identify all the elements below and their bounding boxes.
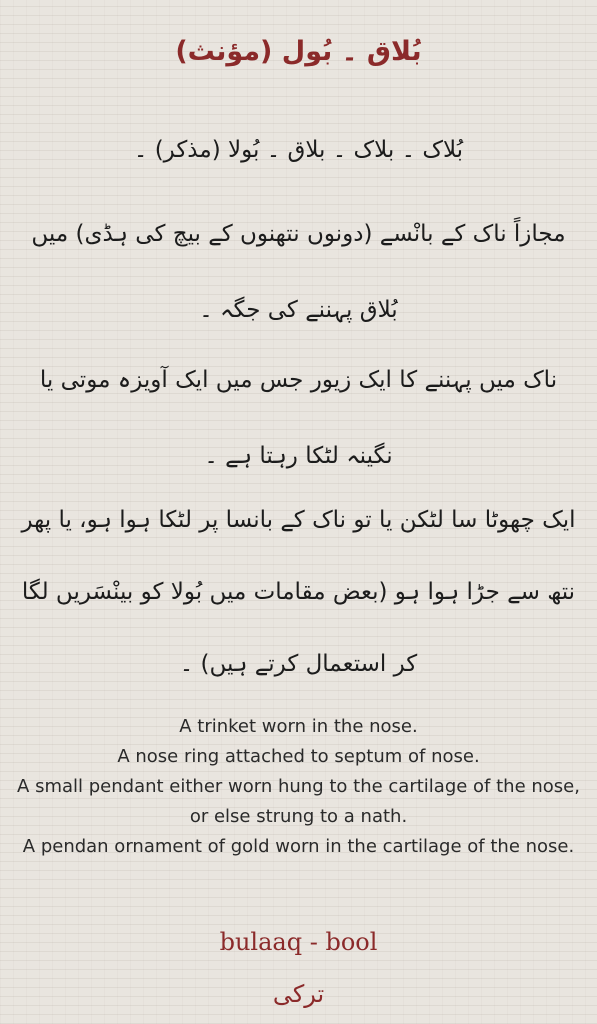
english-definition-2: A nose ring attached to septum of nose.: [117, 746, 480, 767]
urdu-definition-3: ناک میں پہننے کا ایک زیور جس میں ایک آویزہ موتی یا نگینہ لٹکا رہتا ہے ۔: [39, 367, 558, 469]
english-definition-4: A pendan ornament of gold worn in the cartilage of the nose.: [22, 836, 575, 857]
origin-language: ترکی: [272, 980, 325, 1008]
urdu-definition-2: مجازاً ناک کے بانْسے (دونوں نتھنوں کے بیچ کی ہڈی) میں بُلاق پہننے کی جگہ ۔: [31, 221, 566, 323]
english-definition-3: A small pendant either worn hung to the cartilage of the nose, or else strung to a nath.: [17, 776, 580, 827]
urdu-definition-4: ایک چھوٹا سا لٹکن یا تو ناک کے بانسا پر لٹکا ہوا ہو، یا پھر نتھ سے جڑا ہوا ہو (بعض مقامات میں بُولا کو بینْسَریں لگا کر استعمال کرتے ہیں) ۔: [21, 507, 576, 677]
headword: بُلاق ۔ بُول (مؤنث): [175, 36, 422, 67]
urdu-definition-1: بُلاک ۔ بلاک ۔ بلاق ۔ بُولا (مذکر) ۔: [133, 137, 464, 163]
english-definition-1: A trinket worn in the nose.: [179, 716, 418, 737]
english-definitions: [14, 712, 583, 862]
transliteration: bulaaq - bool: [219, 928, 378, 956]
